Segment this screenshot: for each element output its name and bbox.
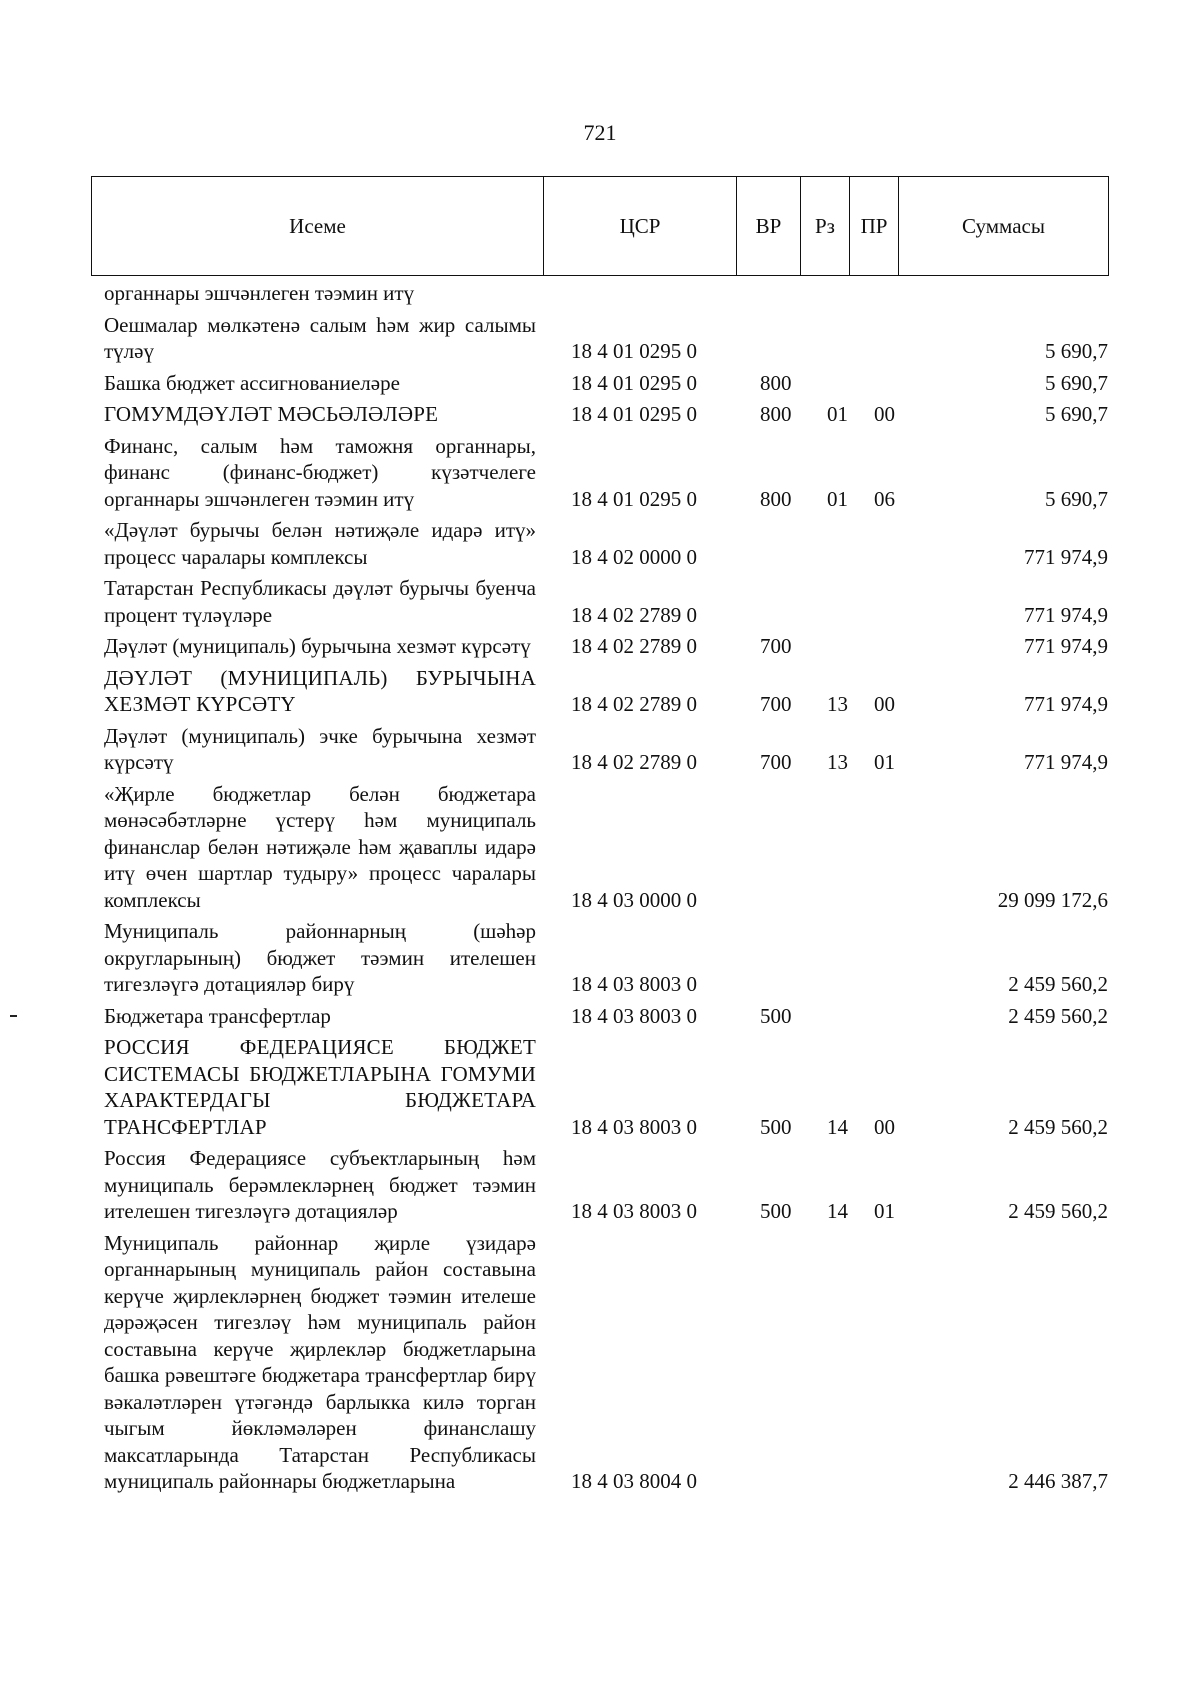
row-csr: 18 4 01 0295 0	[571, 402, 697, 426]
row-pr: 01	[874, 750, 895, 774]
row-rz: 13	[827, 750, 848, 774]
row-vr: 500	[760, 1199, 792, 1223]
table-row	[104, 723, 1108, 776]
row-vr: 500	[760, 1003, 792, 1028]
row-pr: 00	[874, 1114, 895, 1139]
row-pr: 00	[874, 402, 895, 426]
table-row	[104, 633, 1108, 660]
row-sum: 771 974,9	[1024, 692, 1108, 716]
row-name: Татарстан Республикасы дәүләт бурычы буенча процент түләүләре	[104, 576, 536, 627]
row-sum: 5 690,7	[1045, 370, 1108, 395]
table-row	[104, 918, 1108, 998]
row-name: органнары эшчәнлеген тәэмин итү	[104, 281, 415, 305]
table-row	[104, 401, 1108, 428]
row-name: РОССИЯ ФЕДЕРАЦИЯСЕ БЮДЖЕТ СИСТЕМАСЫ БЮДЖЕТЛАРЫНА ГОМУМИ ХАРАКТЕРДАГЫ БЮДЖЕТАРА ТРАНСФЕРТЛАР	[104, 1035, 536, 1139]
table-row	[104, 781, 1108, 914]
row-vr: 800	[760, 486, 792, 511]
row-pr: 06	[874, 486, 895, 511]
row-sum: 5 690,7	[1045, 339, 1108, 363]
row-sum: 29 099 172,6	[997, 887, 1108, 912]
row-sum: 5 690,7	[1045, 402, 1108, 426]
row-name: «Җирле бюджетлар белән бюджетара мөнәсәбәтләрне үстерү һәм муниципаль финанслар белән нәтиҗәле һәм җаваплы идарә итү өчен шартлар тудыру» процесс чаралары комплексы	[104, 781, 536, 912]
row-sum: 771 974,9	[1024, 602, 1108, 627]
header-rz: Рз	[801, 177, 850, 276]
row-vr: 800	[760, 370, 792, 395]
table-body	[104, 280, 1108, 1500]
row-name: ДӘҮЛӘТ (МУНИЦИПАЛЬ) БУРЫЧЫНА ХЕЗМӘТ КҮРСӘТҮ	[104, 665, 536, 716]
row-sum: 2 459 560,2	[1008, 1114, 1108, 1139]
table-row	[104, 433, 1108, 513]
header-sum: Суммасы	[899, 177, 1109, 276]
header-csr: ЦСР	[544, 177, 737, 276]
row-csr: 18 4 02 2789 0	[571, 750, 697, 774]
row-sum: 2 459 560,2	[1008, 1199, 1108, 1223]
row-sum: 771 974,9	[1024, 544, 1108, 569]
row-sum: 771 974,9	[1024, 750, 1108, 774]
row-name: Россия Федерациясе субъектларының һәм муниципаль берәмлекләрнең бюджет тәэмин ителешен тигезләүгә дотацияләр	[104, 1146, 536, 1223]
row-rz: 13	[827, 692, 848, 716]
row-csr: 18 4 03 8003 0	[571, 972, 697, 996]
row-csr: 18 4 02 0000 0	[571, 544, 697, 569]
row-rz: 14	[827, 1199, 848, 1223]
row-csr: 18 4 03 8003 0	[571, 1199, 697, 1223]
row-rz: 14	[827, 1114, 848, 1139]
row-vr: 700	[760, 634, 792, 658]
row-vr: 700	[760, 750, 792, 774]
row-sum: 5 690,7	[1045, 486, 1108, 511]
row-csr: 18 4 03 8004 0	[571, 1469, 697, 1493]
header-name: Исеме	[92, 177, 544, 276]
table-row	[104, 575, 1108, 628]
row-name: Бюджетара трансфертлар	[104, 1003, 331, 1028]
row-name: Финанс, салым һәм таможня органнары, финанс (финанс-бюджет) күзәтчелеге органнары эшчәнлеген тәэмин итү	[104, 433, 536, 511]
row-name: Дәүләт (муниципаль) эчке бурычына хезмәт күрсәтү	[104, 723, 536, 774]
row-csr: 18 4 02 2789 0	[571, 634, 697, 658]
row-name: Муниципаль районнарның (шәһәр округларының) бюджет тәэмин ителешен тигезләүгә дотацияләр бирү	[104, 919, 536, 996]
row-name: Дәүләт (муниципаль) бурычына хезмәт күрсәтү	[104, 634, 531, 658]
row-csr: 18 4 03 8003 0	[571, 1003, 697, 1028]
table-row	[104, 517, 1108, 570]
row-csr: 18 4 03 0000 0	[571, 887, 697, 912]
row-pr: 01	[874, 1199, 895, 1223]
table-row	[104, 370, 1108, 397]
scan-margin-mark	[10, 1015, 17, 1017]
table-row	[104, 312, 1108, 365]
table-row	[104, 1034, 1108, 1140]
row-name: «Дәүләт бурычы белән нәтиҗәле идарә итү» процесс чаралары комплексы	[104, 518, 536, 569]
row-name: ГОМУМДӘҮЛӘТ МӘСЬӘЛӘЛӘРЕ	[104, 402, 439, 426]
row-name: Муниципаль районнар җирле үзидарә органнарының муниципаль район составына керүче җирлекләрнең бюджет тәэмин ителеше дәрәҗәсен тигезләү һәм муниципаль район составына керүче җирлекләр бюджетларына башка рәвештәге бюджетара трансфертлар бирү вәкаләтләрен үтәгәндә барлыкка килә торган чыгым йөкләмәләрен финанслашу максатларында Татарстан Республикасы муниципаль районнары бюджетларына	[104, 1230, 536, 1493]
table-row	[104, 1003, 1108, 1030]
header-pr: ПР	[850, 177, 899, 276]
row-name: Оешмалар мөлкәтенә салым һәм жир салымы түләү	[104, 312, 536, 363]
row-sum: 2 446 387,7	[1008, 1469, 1108, 1493]
row-sum: 2 459 560,2	[1008, 972, 1108, 996]
row-name: Башка бюджет ассигнованиеләре	[104, 370, 400, 395]
table-row	[104, 665, 1108, 718]
row-csr: 18 4 01 0295 0	[571, 370, 697, 395]
table-row	[104, 280, 1104, 307]
row-csr: 18 4 02 2789 0	[571, 602, 697, 627]
page-number: 721	[583, 120, 617, 145]
row-csr: 18 4 01 0295 0	[571, 486, 697, 511]
row-vr: 700	[760, 692, 792, 716]
row-sum: 771 974,9	[1024, 634, 1108, 658]
table-row	[104, 1230, 1108, 1495]
table-row	[104, 1145, 1108, 1225]
table-header	[91, 176, 1109, 276]
row-pr: 00	[874, 692, 895, 716]
row-rz: 01	[827, 486, 848, 511]
header-vr: ВР	[737, 177, 801, 276]
row-vr: 500	[760, 1114, 792, 1139]
row-csr: 18 4 02 2789 0	[571, 692, 697, 716]
row-vr: 800	[760, 402, 792, 426]
row-sum: 2 459 560,2	[1008, 1003, 1108, 1028]
row-rz: 01	[827, 402, 848, 426]
row-csr: 18 4 01 0295 0	[571, 339, 697, 363]
row-csr: 18 4 03 8003 0	[571, 1114, 697, 1139]
